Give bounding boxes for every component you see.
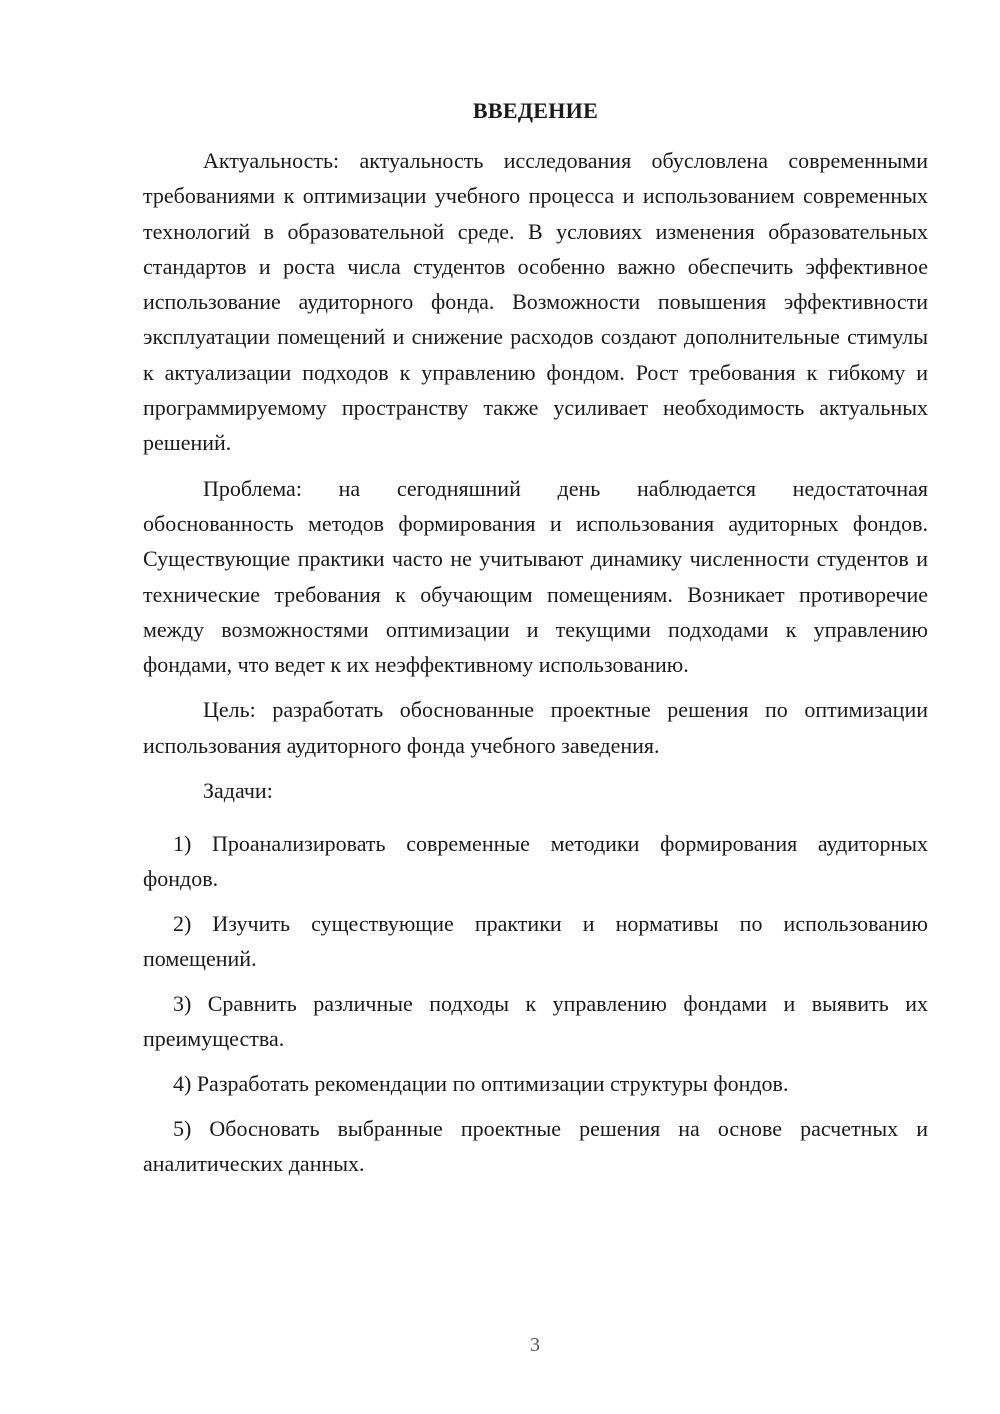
- task-item-5: 5) Обосновать выбранные проектные решения на основе расчетных и аналитических данных.: [143, 1116, 928, 1177]
- task-item-2: 2) Изучить существующие практики и нормативы по использованию помещений.: [143, 911, 928, 972]
- tasks-heading: Задачи:: [203, 778, 273, 804]
- task-item-4: 4) Разработать рекомендации по оптимизации структуры фондов.: [173, 1071, 789, 1097]
- page-content: [143, 96, 928, 1191]
- task-item-3: 3) Сравнить различные подходы к управлению фондами и выявить их преимущества.: [143, 991, 928, 1052]
- tasks-list: [143, 826, 928, 1181]
- goal-paragraph: Цель: разработать обоснованные проектные решения по оптимизации использования аудиторного фонда учебного заведения.: [143, 697, 928, 758]
- page-number: 3: [530, 1334, 540, 1356]
- page-title: ВВЕДЕНИЕ: [472, 98, 599, 123]
- relevance-paragraph: Актуальность: актуальность исследования обусловлена современными требованиями к оптимизации учебного процесса и использованием современных технологий в образовательной среде. В условиях изменения образовательных стандартов и роста числа студентов особенно важно обеспечить эффективное использование аудиторного фонда. Возможности повышения эффективности эксплуатации помещений и снижение расходов создают дополнительные стимулы к актуализации подходов к управлению фондом. Рост требования к гибкому и программируемому пространству также усиливает необходимость актуальных решений.: [143, 148, 928, 456]
- problem-paragraph: Проблема: на сегодняшний день наблюдается недостаточная обоснованность методов формирования и использования аудиторных фондов. Существующие практики часто не учитывают динамику численности студентов и технические требования к обучающим помещениям. Возникает противоречие между возможностями оптимизации и текущими подходами к управлению фондами, что ведет к их неэффективному использованию.: [143, 475, 928, 678]
- task-item-1: 1) Проанализировать современные методики формирования аудиторных фондов.: [143, 831, 928, 892]
